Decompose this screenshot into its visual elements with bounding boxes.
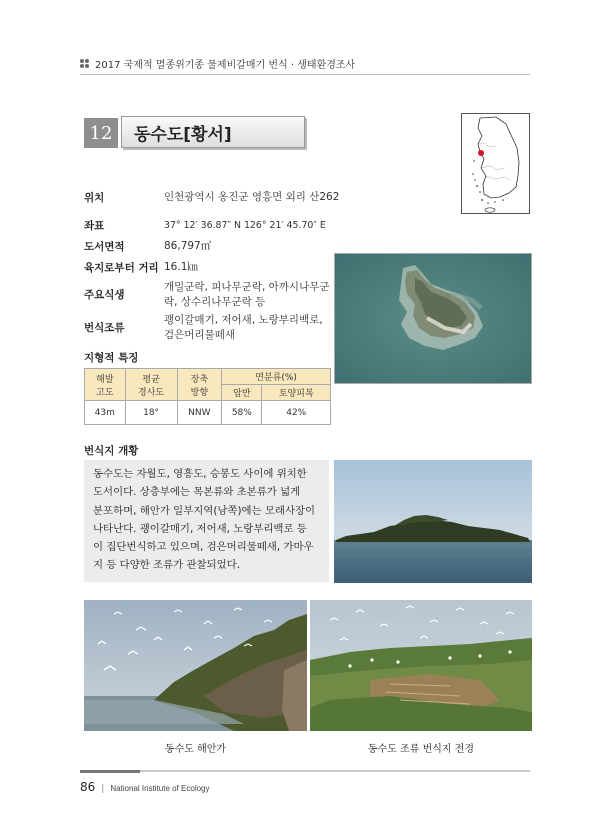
- overview-paragraph: 동수도는 자월도, 영흥도, 승봉도 사이에 위치한 도서이다. 상층부에는 목본류와 초본류가 넓게 분포하며, 해안가 일부지역(남쪽)에는 모래사장이 나타난다. 괭이갈매기, 저어새, 노랑부리백로 등 이 집단번식하고 있으며, 검은머리물떼새, 가마우 지 등 다양한 조류가 관찰되었다.: [93, 468, 316, 572]
- location-map: [461, 113, 530, 214]
- vegetation-row: 주요식생 개밀군락, 피나무군락, 아까시나무군 락, 상수리나무군락 등: [84, 281, 330, 308]
- header-rock: 암반: [222, 385, 262, 401]
- header-title: 2017 국제적 멸종위기종 물제비갈매기 번식 · 생태환경조사: [95, 59, 356, 71]
- colony-photo: [310, 600, 532, 731]
- colony-caption: 동수도 조류 번식지 전경: [367, 744, 475, 755]
- value-elevation: 43m: [85, 401, 126, 425]
- header-elevation: 해발 고도: [85, 369, 126, 401]
- site-name: 동수도[황서]: [134, 124, 232, 145]
- coast-gulls-image: [84, 600, 307, 731]
- terrain-heading: 지형적 특징: [84, 352, 139, 364]
- island-sea-image: [334, 460, 532, 583]
- header-slope: 평균 경사도: [125, 369, 177, 401]
- coast-caption: 동수도 해안가: [164, 744, 227, 755]
- island-view-photo: [334, 460, 532, 583]
- value-slope: 18°: [125, 401, 177, 425]
- footer-accent: [80, 770, 140, 773]
- running-header: [80, 54, 530, 72]
- korea-map-icon: [462, 114, 531, 215]
- coords-row: 좌표 37° 12′ 36.87″ N 126° 21′ 45.70″ E: [84, 220, 326, 232]
- page-footer: [80, 780, 210, 794]
- value-rock: 58%: [222, 401, 262, 425]
- area-row: 도서면적 86,797㎡: [84, 240, 212, 253]
- distance-row: 육지로부터 거리 16.1㎞: [84, 261, 198, 274]
- footer-divider: [80, 770, 530, 772]
- footer-separator: |: [101, 784, 105, 794]
- overview-heading: 번식지 개황: [84, 445, 139, 457]
- value-aspect: NNW: [177, 401, 222, 425]
- birds-row: 번식조류 괭이갈매기, 저어새, 노랑부리백로, 검은머리물떼새: [84, 314, 323, 341]
- header-aspect: 장축 방향: [177, 369, 222, 401]
- location-row: 위치 인천광역시 옹진군 영흥면 외리 산262: [84, 191, 340, 204]
- bullet-dots-icon: [80, 59, 89, 68]
- page-number: 86: [80, 780, 96, 794]
- institute-name: National Institute of Ecology: [110, 784, 210, 793]
- aerial-island-image: [335, 254, 532, 384]
- site-number: 12: [84, 118, 118, 148]
- colony-gulls-image: [310, 600, 532, 731]
- terrain-table: [84, 368, 331, 425]
- value-cover: 42%: [262, 401, 331, 425]
- coast-photo: [84, 600, 307, 731]
- header-divider: [80, 74, 530, 75]
- site-title: [121, 116, 305, 148]
- header-soil: 면분류(%): [222, 369, 331, 385]
- header-cover: 토양피복: [262, 385, 331, 401]
- aerial-photo: [334, 253, 532, 384]
- site-marker: [478, 150, 484, 156]
